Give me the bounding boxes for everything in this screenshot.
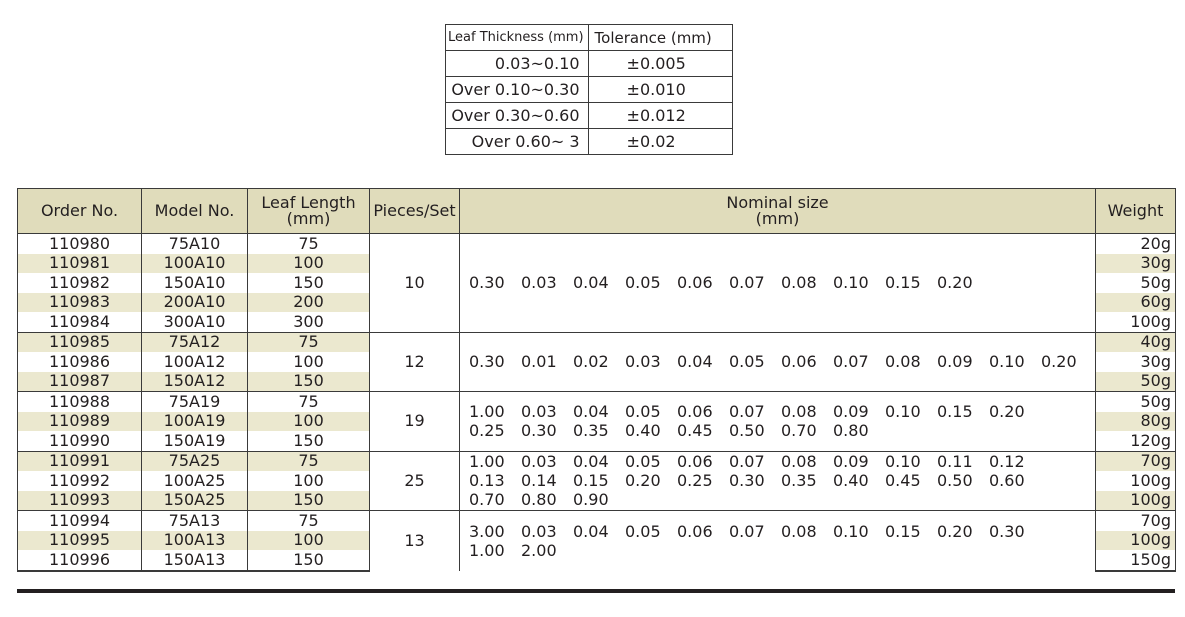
nominal-size-value: 0.13 [469, 471, 505, 491]
nominal-size-value: 0.10 [989, 352, 1025, 372]
leaf-length-cell: 200 [248, 293, 370, 313]
tolerance-row [446, 103, 733, 129]
nominal-size-value: 0.03 [625, 352, 661, 372]
order-no-cell: 110988 [18, 392, 142, 412]
model-no-cell: 200A10 [142, 293, 248, 313]
model-no-cell: 100A13 [142, 531, 248, 551]
feeler-gauge-table [17, 188, 1176, 572]
leaf-length-cell: 150 [248, 372, 370, 392]
header-leaf-length-label: Leaf Length [261, 193, 356, 212]
nominal-size-value: 0.15 [937, 402, 973, 422]
nominal-size-value: 0.30 [989, 521, 1025, 541]
nominal-size-value: 1.00 [469, 540, 505, 560]
model-no-cell: 100A25 [142, 471, 248, 491]
nominal-size-line [469, 421, 1095, 440]
tolerance-thickness: 0.03~0.10 [446, 51, 589, 77]
nominal-size-value: 0.80 [833, 421, 869, 441]
nominal-size-value: 0.30 [469, 273, 505, 293]
nominal-size-value: 0.07 [833, 352, 869, 372]
weight-cell: 100g [1096, 312, 1176, 332]
nominal-size-line [469, 490, 1095, 509]
nominal-size-value: 0.07 [729, 273, 765, 293]
table-row [18, 392, 1176, 412]
nominal-size-line [469, 402, 1095, 421]
header-nominal-size-label: Nominal size [726, 193, 829, 212]
nominal-size-value: 0.05 [625, 521, 661, 541]
nominal-size-value: 0.08 [781, 521, 817, 541]
model-no-cell: 75A12 [142, 332, 248, 352]
model-no-cell: 75A25 [142, 451, 248, 471]
weight-cell: 120g [1096, 431, 1176, 451]
nominal-size-value: 0.08 [781, 452, 817, 472]
order-no-cell: 110981 [18, 254, 142, 274]
leaf-length-cell: 100 [248, 531, 370, 551]
nominal-size-value: 0.20 [989, 402, 1025, 422]
order-no-cell: 110980 [18, 234, 142, 254]
order-no-cell: 110991 [18, 451, 142, 471]
leaf-length-cell: 75 [248, 392, 370, 412]
nominal-size-value: 0.40 [625, 421, 661, 441]
weight-cell: 30g [1096, 352, 1176, 372]
model-no-cell: 75A13 [142, 511, 248, 531]
tolerance-row [446, 51, 733, 77]
leaf-length-cell: 75 [248, 451, 370, 471]
nominal-size-value: 0.45 [885, 471, 921, 491]
nominal-size-value: 0.05 [625, 273, 661, 293]
nominal-size-value: 0.90 [573, 490, 609, 510]
nominal-size-value: 1.00 [469, 452, 505, 472]
leaf-length-cell: 150 [248, 550, 370, 571]
table-row [18, 451, 1176, 471]
nominal-size-value: 0.30 [469, 352, 505, 372]
nominal-sizes-cell [460, 234, 1096, 333]
leaf-length-cell: 75 [248, 511, 370, 531]
weight-cell: 100g [1096, 491, 1176, 511]
nominal-size-value: 0.06 [781, 352, 817, 372]
nominal-size-value: 0.09 [937, 352, 973, 372]
nominal-size-value: 0.05 [625, 452, 661, 472]
nominal-size-value: 0.25 [469, 421, 505, 441]
tolerance-header-tolerance: Tolerance (mm) [588, 25, 732, 51]
weight-cell: 50g [1096, 372, 1176, 392]
tolerance-header-row [446, 25, 733, 51]
nominal-size-value: 0.06 [677, 521, 713, 541]
order-no-cell: 110986 [18, 352, 142, 372]
tolerance-row [446, 77, 733, 103]
nominal-size-value: 0.09 [833, 452, 869, 472]
nominal-size-value: 0.04 [573, 521, 609, 541]
tolerance-header-thickness: Leaf Thickness (mm) [446, 25, 589, 51]
leaf-length-cell: 150 [248, 491, 370, 511]
header-leaf-length-unit: (mm) [286, 209, 331, 228]
nominal-size-value: 0.20 [937, 273, 973, 293]
weight-cell: 30g [1096, 254, 1176, 274]
nominal-size-line [469, 471, 1095, 490]
leaf-length-cell: 300 [248, 312, 370, 332]
nominal-size-value: 0.15 [573, 471, 609, 491]
nominal-size-value: 1.00 [469, 402, 505, 422]
model-no-cell: 75A19 [142, 392, 248, 412]
leaf-length-cell: 150 [248, 273, 370, 293]
nominal-sizes-cell [460, 332, 1096, 392]
nominal-size-value: 0.06 [677, 402, 713, 422]
nominal-size-value: 0.03 [521, 452, 557, 472]
nominal-size-value: 0.20 [1041, 352, 1077, 372]
leaf-length-cell: 75 [248, 332, 370, 352]
weight-cell: 80g [1096, 412, 1176, 432]
tolerance-row [446, 129, 733, 155]
bottom-rule [17, 589, 1175, 593]
weight-cell: 60g [1096, 293, 1176, 313]
nominal-size-value: 0.07 [729, 452, 765, 472]
nominal-size-line [469, 522, 1095, 541]
nominal-sizes-cell [460, 392, 1096, 452]
order-no-cell: 110987 [18, 372, 142, 392]
model-no-cell: 100A10 [142, 254, 248, 274]
model-no-cell: 300A10 [142, 312, 248, 332]
nominal-size-value: 0.09 [833, 402, 869, 422]
tolerance-value: ±0.012 [588, 103, 732, 129]
weight-cell: 150g [1096, 550, 1176, 571]
nominal-sizes-cell [460, 511, 1096, 571]
nominal-size-value: 3.00 [469, 521, 505, 541]
pieces-set-cell: 12 [370, 332, 460, 392]
nominal-size-value: 0.10 [885, 402, 921, 422]
weight-cell: 50g [1096, 392, 1176, 412]
tolerance-value: ±0.005 [588, 51, 732, 77]
nominal-size-value: 0.15 [885, 273, 921, 293]
header-nominal-size-unit: (mm) [755, 209, 800, 228]
nominal-size-value: 2.00 [521, 540, 557, 560]
weight-cell: 70g [1096, 451, 1176, 471]
nominal-size-value: 0.70 [781, 421, 817, 441]
main-header-row [18, 189, 1176, 234]
model-no-cell: 150A10 [142, 273, 248, 293]
model-no-cell: 100A12 [142, 352, 248, 372]
model-no-cell: 150A25 [142, 491, 248, 511]
pieces-set-cell: 13 [370, 511, 460, 571]
nominal-size-value: 0.02 [573, 352, 609, 372]
model-no-cell: 150A12 [142, 372, 248, 392]
nominal-size-value: 0.04 [573, 273, 609, 293]
nominal-size-value: 0.03 [521, 521, 557, 541]
nominal-size-value: 0.20 [937, 521, 973, 541]
nominal-size-line [469, 541, 1095, 560]
tolerance-thickness: Over 0.30~0.60 [446, 103, 589, 129]
order-no-cell: 110992 [18, 471, 142, 491]
nominal-size-value: 0.06 [677, 273, 713, 293]
nominal-size-value: 0.04 [573, 452, 609, 472]
leaf-length-cell: 100 [248, 254, 370, 274]
header-order-no: Order No. [18, 189, 142, 234]
nominal-size-value: 0.14 [521, 471, 557, 491]
order-no-cell: 110995 [18, 531, 142, 551]
tolerance-thickness: Over 0.60~ 3 [446, 129, 589, 155]
weight-cell: 100g [1096, 531, 1176, 551]
nominal-size-line [469, 352, 1095, 371]
leaf-length-cell: 100 [248, 412, 370, 432]
header-pieces-set: Pieces/Set [370, 189, 460, 234]
nominal-size-value: 0.06 [677, 452, 713, 472]
nominal-size-value: 0.08 [781, 402, 817, 422]
nominal-size-value: 0.45 [677, 421, 713, 441]
weight-cell: 20g [1096, 234, 1176, 254]
tolerance-thickness: Over 0.10~0.30 [446, 77, 589, 103]
nominal-size-value: 0.70 [469, 490, 505, 510]
tolerance-value: ±0.010 [588, 77, 732, 103]
nominal-size-value: 0.08 [885, 352, 921, 372]
tolerance-value: ±0.02 [588, 129, 732, 155]
pieces-set-cell: 19 [370, 392, 460, 452]
nominal-size-value: 0.30 [521, 421, 557, 441]
weight-cell: 40g [1096, 332, 1176, 352]
header-model-no: Model No. [142, 189, 248, 234]
table-row [18, 234, 1176, 254]
header-leaf-length [248, 189, 370, 234]
nominal-size-value: 0.15 [885, 521, 921, 541]
leaf-length-cell: 100 [248, 352, 370, 372]
nominal-size-value: 0.80 [521, 490, 557, 510]
tolerance-table [445, 24, 733, 155]
nominal-size-value: 0.50 [937, 471, 973, 491]
nominal-size-value: 0.03 [521, 402, 557, 422]
nominal-size-value: 0.10 [885, 452, 921, 472]
header-nominal-size [460, 189, 1096, 234]
nominal-size-value: 0.12 [989, 452, 1025, 472]
nominal-size-value: 0.04 [573, 402, 609, 422]
nominal-size-value: 0.05 [729, 352, 765, 372]
weight-cell: 70g [1096, 511, 1176, 531]
order-no-cell: 110989 [18, 412, 142, 432]
leaf-length-cell: 100 [248, 471, 370, 491]
nominal-size-value: 0.08 [781, 273, 817, 293]
pieces-set-cell: 10 [370, 234, 460, 333]
nominal-size-value: 0.20 [625, 471, 661, 491]
order-no-cell: 110982 [18, 273, 142, 293]
order-no-cell: 110984 [18, 312, 142, 332]
weight-cell: 100g [1096, 471, 1176, 491]
header-weight: Weight [1096, 189, 1176, 234]
model-no-cell: 150A13 [142, 550, 248, 571]
nominal-size-value: 0.05 [625, 402, 661, 422]
leaf-length-cell: 75 [248, 234, 370, 254]
nominal-size-value: 0.35 [573, 421, 609, 441]
model-no-cell: 75A10 [142, 234, 248, 254]
nominal-size-value: 0.04 [677, 352, 713, 372]
order-no-cell: 110990 [18, 431, 142, 451]
order-no-cell: 110996 [18, 550, 142, 571]
nominal-size-value: 0.40 [833, 471, 869, 491]
nominal-size-value: 0.10 [833, 273, 869, 293]
nominal-size-value: 0.11 [937, 452, 973, 472]
nominal-size-value: 0.35 [781, 471, 817, 491]
nominal-size-value: 0.01 [521, 352, 557, 372]
leaf-length-cell: 150 [248, 431, 370, 451]
table-row [18, 511, 1176, 531]
table-row [18, 332, 1176, 352]
nominal-size-value: 0.03 [521, 273, 557, 293]
nominal-size-value: 0.25 [677, 471, 713, 491]
order-no-cell: 110985 [18, 332, 142, 352]
order-no-cell: 110993 [18, 491, 142, 511]
nominal-size-value: 0.30 [729, 471, 765, 491]
nominal-size-value: 0.07 [729, 521, 765, 541]
order-no-cell: 110983 [18, 293, 142, 313]
nominal-size-value: 0.10 [833, 521, 869, 541]
model-no-cell: 150A19 [142, 431, 248, 451]
nominal-size-line [469, 273, 1095, 292]
nominal-size-value: 0.60 [989, 471, 1025, 491]
weight-cell: 50g [1096, 273, 1176, 293]
model-no-cell: 100A19 [142, 412, 248, 432]
pieces-set-cell: 25 [370, 451, 460, 511]
nominal-sizes-cell [460, 451, 1096, 511]
order-no-cell: 110994 [18, 511, 142, 531]
nominal-size-value: 0.50 [729, 421, 765, 441]
nominal-size-line [469, 452, 1095, 471]
nominal-size-value: 0.07 [729, 402, 765, 422]
